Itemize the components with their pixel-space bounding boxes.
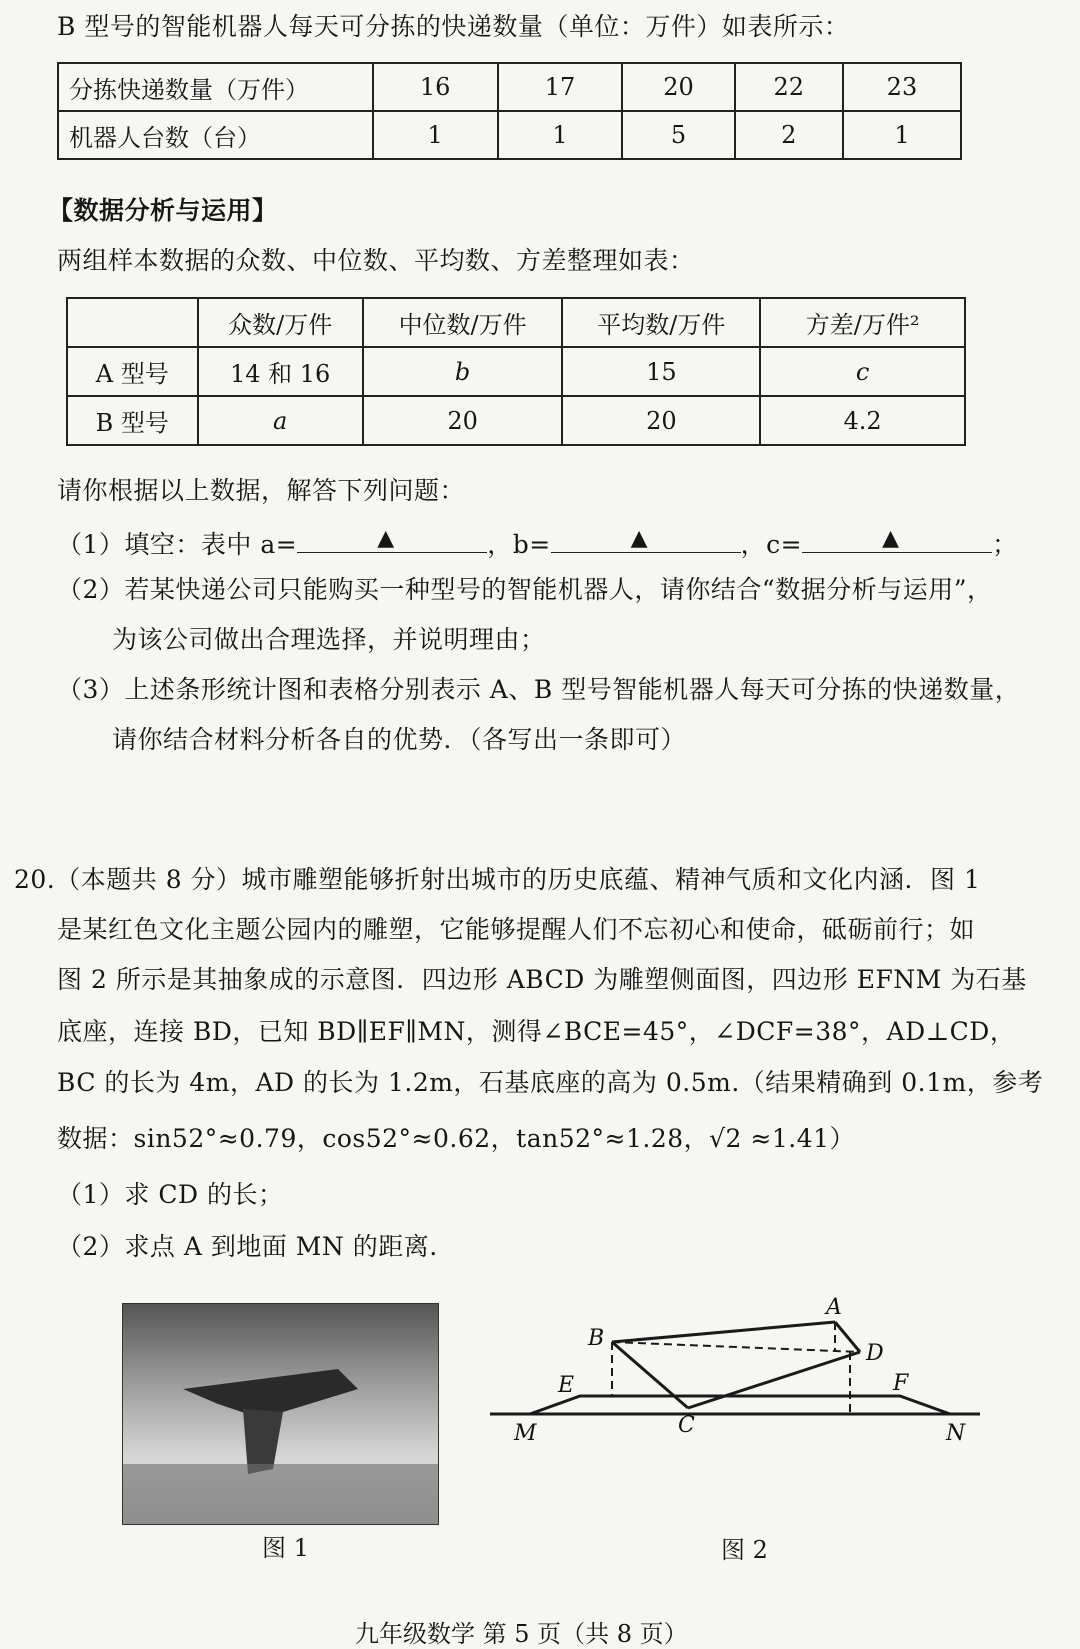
table-cell: 4.2 [760,396,965,445]
figure-2-caption: 图 2 [721,1536,768,1564]
answer-blank-a[interactable] [297,524,487,553]
figure-1-caption: 图 1 [262,1534,309,1562]
problem-20-line-5: BC 的长为 4m，AD 的长为 1.2m，石基底座的高为 0.5m.（结果精确到 0.1m，参考 [57,1068,1044,1097]
table-row [67,396,965,445]
question-1 [57,524,1018,562]
question-2-line-2: 为该公司做出合理选择，并说明理由； [112,625,546,654]
table-cell: a [198,396,363,445]
problem-20-line-6: 数据：sin52°≈0.79，cos52°≈0.62，tan52°≈1.28，√2 ≈1.41） [57,1124,856,1153]
table-cell: 20 [363,396,563,445]
segment-ab [612,1322,835,1342]
table-cell: 14 和 16 [198,347,363,396]
point-label-e: E [558,1373,575,1398]
point-label-n: N [946,1421,966,1446]
section-heading: 【数据分析与运用】 [48,196,278,225]
table-cell: 1 [373,111,498,159]
segment-ad [835,1322,860,1352]
q1-end: ； [992,530,1018,559]
point-label-m: M [514,1421,537,1446]
summary-intro: 两组样本数据的众数、中位数、平均数、方差整理如表： [57,246,695,275]
segment-cd [688,1352,860,1408]
sculpture-photo [122,1303,439,1525]
prompt-line: 请你根据以上数据，解答下列问题： [57,476,466,505]
point-label-a: A [826,1295,842,1320]
segment-bc [612,1342,688,1408]
sculpture-photo-drawing [123,1304,438,1524]
question-2-line-1: （2）若某快递公司只能购买一种型号的智能机器人，请你结合“数据分析与运用”， [57,575,993,604]
table-cell: B 型号 [67,396,198,445]
table-header-cell [67,298,198,347]
q1-b-label: ，b= [487,530,551,559]
geometry-diagram [490,1290,990,1520]
table-header-cell: 众数/万件 [198,298,363,347]
table-b [57,62,962,160]
table-row [58,111,961,159]
q1-prefix: （1）填空：表中 a= [57,530,298,559]
table-cell: 1 [843,111,961,159]
table-row [67,298,965,347]
q1-c-label: ，c= [740,530,803,559]
table-b-row1-label: 分拣快递数量（万件） [58,63,373,111]
problem-20-line-4: 底座，连接 BD，已知 BD∥EF∥MN，测得∠BCE=45°，∠DCF=38°，AD⊥CD， [57,1017,1016,1046]
question-3-line-1: （3）上述条形统计图和表格分别表示 A、B 型号智能机器人每天可分拣的快递数量， [57,675,1021,704]
problem-20-line-2: 是某红色文化主题公园内的雕塑，它能够提醒人们不忘初心和使命，砥砺前行；如 [57,915,976,944]
problem-20-line-1: 20.（本题共 8 分）城市雕塑能够折射出城市的历史底蕴、精神气质和文化内涵．图 1 [14,865,981,894]
table-header-cell: 平均数/万件 [562,298,760,347]
table-cell: 15 [562,347,760,396]
problem-20-sub-1: （1）求 CD 的长； [57,1180,284,1209]
triangle-icon: ▲ [882,526,900,551]
table-cell: A 型号 [67,347,198,396]
triangle-icon: ▲ [377,526,395,551]
point-label-c: C [678,1413,695,1438]
table-cell: 2 [735,111,843,159]
answer-blank-c[interactable] [802,524,992,553]
page-footer: 九年级数学 第 5 页（共 8 页） [355,1620,688,1648]
table-cell: 1 [498,111,623,159]
point-label-b: B [588,1326,605,1351]
point-label-f: F [893,1371,909,1396]
table-cell: 22 [735,63,843,111]
intro-b-line: B 型号的智能机器人每天可分拣的快递数量（单位：万件）如表所示： [57,12,850,41]
point-label-d: D [866,1341,884,1366]
question-3-line-2: 请你结合材料分析各自的优势．（各写出一条即可） [112,725,687,754]
table-cell: 16 [373,63,498,111]
table-row [58,63,961,111]
problem-20-sub-2: （2）求点 A 到地面 MN 的距离. [57,1232,438,1261]
table-b-row2-label: 机器人台数（台） [58,111,373,159]
table-row [67,347,965,396]
ground-shadow [123,1464,438,1524]
triangle-icon: ▲ [630,526,649,551]
table-cell: b [363,347,563,396]
problem-20-line-3: 图 2 所示是其抽象成的示意图．四边形 ABCD 为雕塑侧面图，四边形 EFNM 为石基 [57,965,1027,994]
answer-blank-b[interactable] [551,524,741,553]
segment-bd [612,1342,860,1352]
table-header-cell: 方差/万件² [760,298,965,347]
table-cell: 20 [562,396,760,445]
table-cell: 17 [498,63,623,111]
table-cell: 5 [622,111,734,159]
base-efnm [530,1396,950,1414]
table-cell: c [760,347,965,396]
table-cell: 23 [843,63,961,111]
table-cell: 20 [622,63,734,111]
table-header-cell: 中位数/万件 [363,298,563,347]
stats-table [66,297,966,446]
